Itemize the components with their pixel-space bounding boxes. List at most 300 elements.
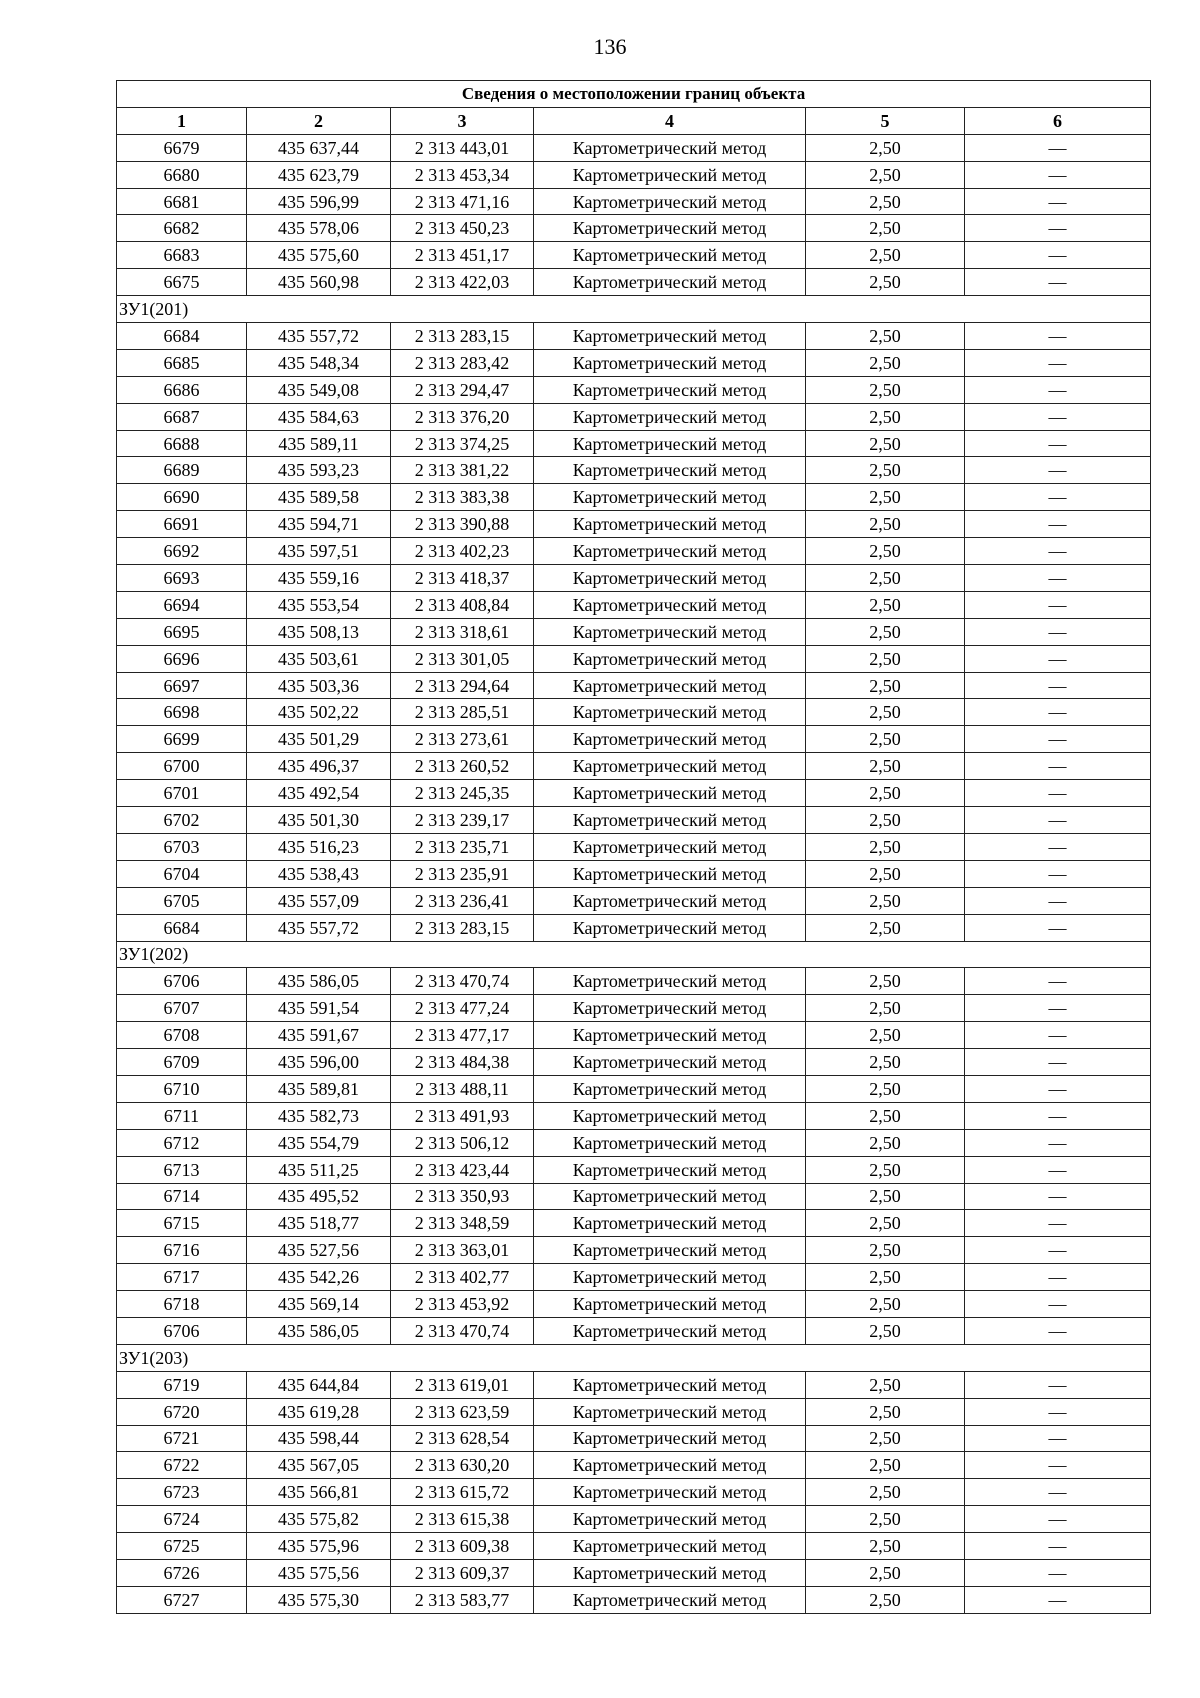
x-coordinate-cell: 435 557,72 bbox=[247, 323, 391, 350]
method-cell: Картометрический метод bbox=[534, 1425, 806, 1452]
y-coordinate-cell: 2 313 245,35 bbox=[391, 780, 534, 807]
point-number-cell: 6688 bbox=[117, 430, 247, 457]
point-number-cell: 6720 bbox=[117, 1398, 247, 1425]
x-coordinate-cell: 435 578,06 bbox=[247, 215, 391, 242]
table-row bbox=[117, 1371, 1151, 1398]
accuracy-cell: 2,50 bbox=[806, 1210, 965, 1237]
description-cell: — bbox=[965, 1506, 1151, 1533]
x-coordinate-cell: 435 554,79 bbox=[247, 1129, 391, 1156]
method-cell: Картометрический метод bbox=[534, 860, 806, 887]
method-cell: Картометрический метод bbox=[534, 1049, 806, 1076]
method-cell: Картометрический метод bbox=[534, 833, 806, 860]
method-cell: Картометрический метод bbox=[534, 1398, 806, 1425]
table-row bbox=[117, 511, 1151, 538]
method-cell: Картометрический метод bbox=[534, 1075, 806, 1102]
description-cell: — bbox=[965, 161, 1151, 188]
point-number-cell: 6689 bbox=[117, 457, 247, 484]
column-header: 5 bbox=[806, 107, 965, 134]
method-cell: Картометрический метод bbox=[534, 618, 806, 645]
column-header: 4 bbox=[534, 107, 806, 134]
accuracy-cell: 2,50 bbox=[806, 134, 965, 161]
x-coordinate-cell: 435 586,05 bbox=[247, 1317, 391, 1344]
description-cell: — bbox=[965, 1479, 1151, 1506]
x-coordinate-cell: 435 589,11 bbox=[247, 430, 391, 457]
accuracy-cell: 2,50 bbox=[806, 1049, 965, 1076]
description-cell: — bbox=[965, 376, 1151, 403]
y-coordinate-cell: 2 313 453,34 bbox=[391, 161, 534, 188]
x-coordinate-cell: 435 548,34 bbox=[247, 349, 391, 376]
point-number-cell: 6690 bbox=[117, 484, 247, 511]
table-row bbox=[117, 323, 1151, 350]
table-row bbox=[117, 1156, 1151, 1183]
table-row bbox=[117, 1317, 1151, 1344]
accuracy-cell: 2,50 bbox=[806, 161, 965, 188]
description-cell: — bbox=[965, 833, 1151, 860]
accuracy-cell: 2,50 bbox=[806, 699, 965, 726]
point-number-cell: 6687 bbox=[117, 403, 247, 430]
method-cell: Картометрический метод bbox=[534, 242, 806, 269]
description-cell: — bbox=[965, 565, 1151, 592]
description-cell: — bbox=[965, 269, 1151, 296]
description-cell: — bbox=[965, 645, 1151, 672]
accuracy-cell: 2,50 bbox=[806, 1291, 965, 1318]
y-coordinate-cell: 2 313 583,77 bbox=[391, 1586, 534, 1613]
method-cell: Картометрический метод bbox=[534, 1452, 806, 1479]
method-cell: Картометрический метод bbox=[534, 1479, 806, 1506]
y-coordinate-cell: 2 313 260,52 bbox=[391, 753, 534, 780]
table-row bbox=[117, 995, 1151, 1022]
accuracy-cell: 2,50 bbox=[806, 323, 965, 350]
point-number-cell: 6696 bbox=[117, 645, 247, 672]
description-cell: — bbox=[965, 242, 1151, 269]
table-row bbox=[117, 860, 1151, 887]
accuracy-cell: 2,50 bbox=[806, 1398, 965, 1425]
accuracy-cell: 2,50 bbox=[806, 1452, 965, 1479]
description-cell: — bbox=[965, 215, 1151, 242]
y-coordinate-cell: 2 313 470,74 bbox=[391, 968, 534, 995]
point-number-cell: 6706 bbox=[117, 968, 247, 995]
description-cell: — bbox=[965, 1586, 1151, 1613]
x-coordinate-cell: 435 619,28 bbox=[247, 1398, 391, 1425]
description-cell: — bbox=[965, 1264, 1151, 1291]
accuracy-cell: 2,50 bbox=[806, 753, 965, 780]
y-coordinate-cell: 2 313 423,44 bbox=[391, 1156, 534, 1183]
table-row bbox=[117, 188, 1151, 215]
point-number-cell: 6711 bbox=[117, 1102, 247, 1129]
x-coordinate-cell: 435 594,71 bbox=[247, 511, 391, 538]
y-coordinate-cell: 2 313 383,38 bbox=[391, 484, 534, 511]
y-coordinate-cell: 2 313 408,84 bbox=[391, 591, 534, 618]
point-number-cell: 6686 bbox=[117, 376, 247, 403]
description-cell: — bbox=[965, 1102, 1151, 1129]
accuracy-cell: 2,50 bbox=[806, 188, 965, 215]
x-coordinate-cell: 435 503,61 bbox=[247, 645, 391, 672]
y-coordinate-cell: 2 313 484,38 bbox=[391, 1049, 534, 1076]
table-row bbox=[117, 161, 1151, 188]
method-cell: Картометрический метод bbox=[534, 753, 806, 780]
accuracy-cell: 2,50 bbox=[806, 887, 965, 914]
y-coordinate-cell: 2 313 294,47 bbox=[391, 376, 534, 403]
table-row bbox=[117, 565, 1151, 592]
x-coordinate-cell: 435 567,05 bbox=[247, 1452, 391, 1479]
table-row bbox=[117, 807, 1151, 834]
description-cell: — bbox=[965, 538, 1151, 565]
x-coordinate-cell: 435 516,23 bbox=[247, 833, 391, 860]
x-coordinate-cell: 435 495,52 bbox=[247, 1183, 391, 1210]
column-header: 1 bbox=[117, 107, 247, 134]
method-cell: Картометрический метод bbox=[534, 565, 806, 592]
y-coordinate-cell: 2 313 294,64 bbox=[391, 672, 534, 699]
method-cell: Картометрический метод bbox=[534, 215, 806, 242]
accuracy-cell: 2,50 bbox=[806, 1479, 965, 1506]
point-number-cell: 6718 bbox=[117, 1291, 247, 1318]
y-coordinate-cell: 2 313 235,71 bbox=[391, 833, 534, 860]
point-number-cell: 6727 bbox=[117, 1586, 247, 1613]
x-coordinate-cell: 435 596,99 bbox=[247, 188, 391, 215]
table-row bbox=[117, 1183, 1151, 1210]
description-cell: — bbox=[965, 1129, 1151, 1156]
y-coordinate-cell: 2 313 301,05 bbox=[391, 645, 534, 672]
x-coordinate-cell: 435 511,25 bbox=[247, 1156, 391, 1183]
table-row bbox=[117, 1398, 1151, 1425]
table-row bbox=[117, 349, 1151, 376]
y-coordinate-cell: 2 313 350,93 bbox=[391, 1183, 534, 1210]
method-cell: Картометрический метод bbox=[534, 807, 806, 834]
y-coordinate-cell: 2 313 402,77 bbox=[391, 1264, 534, 1291]
method-cell: Картометрический метод bbox=[534, 1237, 806, 1264]
x-coordinate-cell: 435 549,08 bbox=[247, 376, 391, 403]
accuracy-cell: 2,50 bbox=[806, 1317, 965, 1344]
point-number-cell: 6699 bbox=[117, 726, 247, 753]
accuracy-cell: 2,50 bbox=[806, 565, 965, 592]
table-row bbox=[117, 1425, 1151, 1452]
point-number-cell: 6708 bbox=[117, 1022, 247, 1049]
method-cell: Картометрический метод bbox=[534, 323, 806, 350]
x-coordinate-cell: 435 557,72 bbox=[247, 914, 391, 941]
page-number: 136 bbox=[593, 34, 627, 59]
method-cell: Картометрический метод bbox=[534, 887, 806, 914]
description-cell: — bbox=[965, 1533, 1151, 1560]
table-row bbox=[117, 1129, 1151, 1156]
accuracy-cell: 2,50 bbox=[806, 1264, 965, 1291]
accuracy-cell: 2,50 bbox=[806, 511, 965, 538]
y-coordinate-cell: 2 313 615,38 bbox=[391, 1506, 534, 1533]
point-number-cell: 6701 bbox=[117, 780, 247, 807]
table-row bbox=[117, 242, 1151, 269]
method-cell: Картометрический метод bbox=[534, 699, 806, 726]
method-cell: Картометрический метод bbox=[534, 349, 806, 376]
table-body bbox=[117, 134, 1151, 1613]
accuracy-cell: 2,50 bbox=[806, 1559, 965, 1586]
accuracy-cell: 2,50 bbox=[806, 430, 965, 457]
section-label: ЗУ1(202) bbox=[117, 941, 1151, 968]
accuracy-cell: 2,50 bbox=[806, 833, 965, 860]
accuracy-cell: 2,50 bbox=[806, 672, 965, 699]
accuracy-cell: 2,50 bbox=[806, 1075, 965, 1102]
point-number-cell: 6706 bbox=[117, 1317, 247, 1344]
accuracy-cell: 2,50 bbox=[806, 376, 965, 403]
y-coordinate-cell: 2 313 630,20 bbox=[391, 1452, 534, 1479]
description-cell: — bbox=[965, 1559, 1151, 1586]
table-row bbox=[117, 1586, 1151, 1613]
accuracy-cell: 2,50 bbox=[806, 403, 965, 430]
y-coordinate-cell: 2 313 402,23 bbox=[391, 538, 534, 565]
point-number-cell: 6710 bbox=[117, 1075, 247, 1102]
point-number-cell: 6703 bbox=[117, 833, 247, 860]
method-cell: Картометрический метод bbox=[534, 403, 806, 430]
section-label: ЗУ1(201) bbox=[117, 296, 1151, 323]
point-number-cell: 6709 bbox=[117, 1049, 247, 1076]
description-cell: — bbox=[965, 1237, 1151, 1264]
table-row bbox=[117, 1210, 1151, 1237]
table-row bbox=[117, 591, 1151, 618]
description-cell: — bbox=[965, 1156, 1151, 1183]
x-coordinate-cell: 435 557,09 bbox=[247, 887, 391, 914]
method-cell: Картометрический метод bbox=[534, 538, 806, 565]
x-coordinate-cell: 435 501,29 bbox=[247, 726, 391, 753]
x-coordinate-cell: 435 575,30 bbox=[247, 1586, 391, 1613]
x-coordinate-cell: 435 566,81 bbox=[247, 1479, 391, 1506]
method-cell: Картометрический метод bbox=[534, 1371, 806, 1398]
accuracy-cell: 2,50 bbox=[806, 349, 965, 376]
description-cell: — bbox=[965, 807, 1151, 834]
y-coordinate-cell: 2 313 470,74 bbox=[391, 1317, 534, 1344]
y-coordinate-cell: 2 313 451,17 bbox=[391, 242, 534, 269]
method-cell: Картометрический метод bbox=[534, 591, 806, 618]
table-title: Сведения о местоположении границ объекта bbox=[117, 81, 1151, 108]
y-coordinate-cell: 2 313 471,16 bbox=[391, 188, 534, 215]
table-row bbox=[117, 833, 1151, 860]
table-row bbox=[117, 1102, 1151, 1129]
description-cell: — bbox=[965, 699, 1151, 726]
y-coordinate-cell: 2 313 283,42 bbox=[391, 349, 534, 376]
accuracy-cell: 2,50 bbox=[806, 780, 965, 807]
point-number-cell: 6694 bbox=[117, 591, 247, 618]
accuracy-cell: 2,50 bbox=[806, 215, 965, 242]
table-row bbox=[117, 484, 1151, 511]
point-number-cell: 6683 bbox=[117, 242, 247, 269]
point-number-cell: 6712 bbox=[117, 1129, 247, 1156]
x-coordinate-cell: 435 538,43 bbox=[247, 860, 391, 887]
description-cell: — bbox=[965, 672, 1151, 699]
method-cell: Картометрический метод bbox=[534, 1022, 806, 1049]
description-cell: — bbox=[965, 457, 1151, 484]
method-cell: Картометрический метод bbox=[534, 1210, 806, 1237]
description-cell: — bbox=[965, 511, 1151, 538]
column-header: 6 bbox=[965, 107, 1151, 134]
x-coordinate-cell: 435 492,54 bbox=[247, 780, 391, 807]
point-number-cell: 6684 bbox=[117, 323, 247, 350]
y-coordinate-cell: 2 313 236,41 bbox=[391, 887, 534, 914]
method-cell: Картометрический метод bbox=[534, 1102, 806, 1129]
accuracy-cell: 2,50 bbox=[806, 1183, 965, 1210]
table-row bbox=[117, 215, 1151, 242]
point-number-cell: 6717 bbox=[117, 1264, 247, 1291]
point-number-cell: 6705 bbox=[117, 887, 247, 914]
y-coordinate-cell: 2 313 283,15 bbox=[391, 914, 534, 941]
section-row bbox=[117, 1344, 1151, 1371]
section-row bbox=[117, 941, 1151, 968]
accuracy-cell: 2,50 bbox=[806, 1156, 965, 1183]
table-row bbox=[117, 1264, 1151, 1291]
y-coordinate-cell: 2 313 628,54 bbox=[391, 1425, 534, 1452]
method-cell: Картометрический метод bbox=[534, 995, 806, 1022]
table-row bbox=[117, 269, 1151, 296]
method-cell: Картометрический метод bbox=[534, 511, 806, 538]
y-coordinate-cell: 2 313 363,01 bbox=[391, 1237, 534, 1264]
x-coordinate-cell: 435 591,54 bbox=[247, 995, 391, 1022]
y-coordinate-cell: 2 313 348,59 bbox=[391, 1210, 534, 1237]
description-cell: — bbox=[965, 618, 1151, 645]
x-coordinate-cell: 435 575,56 bbox=[247, 1559, 391, 1586]
table-row bbox=[117, 1452, 1151, 1479]
accuracy-cell: 2,50 bbox=[806, 591, 965, 618]
accuracy-cell: 2,50 bbox=[806, 242, 965, 269]
x-coordinate-cell: 435 593,23 bbox=[247, 457, 391, 484]
method-cell: Картометрический метод bbox=[534, 1317, 806, 1344]
description-cell: — bbox=[965, 726, 1151, 753]
y-coordinate-cell: 2 313 235,91 bbox=[391, 860, 534, 887]
table-row bbox=[117, 1291, 1151, 1318]
x-coordinate-cell: 435 582,73 bbox=[247, 1102, 391, 1129]
table-row bbox=[117, 1506, 1151, 1533]
table-row bbox=[117, 726, 1151, 753]
y-coordinate-cell: 2 313 491,93 bbox=[391, 1102, 534, 1129]
table-row bbox=[117, 753, 1151, 780]
boundary-coordinates-table bbox=[116, 80, 1151, 1614]
y-coordinate-cell: 2 313 453,92 bbox=[391, 1291, 534, 1318]
table-row bbox=[117, 968, 1151, 995]
x-coordinate-cell: 435 503,36 bbox=[247, 672, 391, 699]
accuracy-cell: 2,50 bbox=[806, 269, 965, 296]
accuracy-cell: 2,50 bbox=[806, 1237, 965, 1264]
point-number-cell: 6675 bbox=[117, 269, 247, 296]
point-number-cell: 6719 bbox=[117, 1371, 247, 1398]
y-coordinate-cell: 2 313 609,38 bbox=[391, 1533, 534, 1560]
table-row bbox=[117, 1479, 1151, 1506]
accuracy-cell: 2,50 bbox=[806, 457, 965, 484]
point-number-cell: 6691 bbox=[117, 511, 247, 538]
x-coordinate-cell: 435 623,79 bbox=[247, 161, 391, 188]
x-coordinate-cell: 435 575,60 bbox=[247, 242, 391, 269]
description-cell: — bbox=[965, 1291, 1151, 1318]
x-coordinate-cell: 435 575,96 bbox=[247, 1533, 391, 1560]
point-number-cell: 6684 bbox=[117, 914, 247, 941]
x-coordinate-cell: 435 598,44 bbox=[247, 1425, 391, 1452]
method-cell: Картометрический метод bbox=[534, 1156, 806, 1183]
point-number-cell: 6723 bbox=[117, 1479, 247, 1506]
description-cell: — bbox=[965, 323, 1151, 350]
point-number-cell: 6726 bbox=[117, 1559, 247, 1586]
description-cell: — bbox=[965, 1398, 1151, 1425]
method-cell: Картометрический метод bbox=[534, 1533, 806, 1560]
description-cell: — bbox=[965, 887, 1151, 914]
description-cell: — bbox=[965, 1425, 1151, 1452]
accuracy-cell: 2,50 bbox=[806, 968, 965, 995]
description-cell: — bbox=[965, 1022, 1151, 1049]
method-cell: Картометрический метод bbox=[534, 968, 806, 995]
point-number-cell: 6724 bbox=[117, 1506, 247, 1533]
table-row bbox=[117, 430, 1151, 457]
y-coordinate-cell: 2 313 615,72 bbox=[391, 1479, 534, 1506]
table-row bbox=[117, 134, 1151, 161]
accuracy-cell: 2,50 bbox=[806, 1022, 965, 1049]
point-number-cell: 6698 bbox=[117, 699, 247, 726]
x-coordinate-cell: 435 527,56 bbox=[247, 1237, 391, 1264]
y-coordinate-cell: 2 313 376,20 bbox=[391, 403, 534, 430]
x-coordinate-cell: 435 569,14 bbox=[247, 1291, 391, 1318]
description-cell: — bbox=[965, 1049, 1151, 1076]
method-cell: Картометрический метод bbox=[534, 1506, 806, 1533]
point-number-cell: 6713 bbox=[117, 1156, 247, 1183]
x-coordinate-cell: 435 559,16 bbox=[247, 565, 391, 592]
x-coordinate-cell: 435 575,82 bbox=[247, 1506, 391, 1533]
accuracy-cell: 2,50 bbox=[806, 807, 965, 834]
table-row bbox=[117, 457, 1151, 484]
point-number-cell: 6721 bbox=[117, 1425, 247, 1452]
x-coordinate-cell: 435 518,77 bbox=[247, 1210, 391, 1237]
x-coordinate-cell: 435 502,22 bbox=[247, 699, 391, 726]
method-cell: Картометрический метод bbox=[534, 672, 806, 699]
point-number-cell: 6692 bbox=[117, 538, 247, 565]
x-coordinate-cell: 435 591,67 bbox=[247, 1022, 391, 1049]
description-cell: — bbox=[965, 188, 1151, 215]
method-cell: Картометрический метод bbox=[534, 430, 806, 457]
y-coordinate-cell: 2 313 506,12 bbox=[391, 1129, 534, 1156]
x-coordinate-cell: 435 589,81 bbox=[247, 1075, 391, 1102]
point-number-cell: 6707 bbox=[117, 995, 247, 1022]
table-row bbox=[117, 403, 1151, 430]
method-cell: Картометрический метод bbox=[534, 269, 806, 296]
x-coordinate-cell: 435 584,63 bbox=[247, 403, 391, 430]
point-number-cell: 6679 bbox=[117, 134, 247, 161]
table-row bbox=[117, 1075, 1151, 1102]
accuracy-cell: 2,50 bbox=[806, 1533, 965, 1560]
accuracy-cell: 2,50 bbox=[806, 1506, 965, 1533]
table-row bbox=[117, 1533, 1151, 1560]
y-coordinate-cell: 2 313 623,59 bbox=[391, 1398, 534, 1425]
accuracy-cell: 2,50 bbox=[806, 860, 965, 887]
description-cell: — bbox=[965, 430, 1151, 457]
description-cell: — bbox=[965, 484, 1151, 511]
table-row bbox=[117, 1237, 1151, 1264]
method-cell: Картометрический метод bbox=[534, 457, 806, 484]
description-cell: — bbox=[965, 1075, 1151, 1102]
accuracy-cell: 2,50 bbox=[806, 1129, 965, 1156]
description-cell: — bbox=[965, 349, 1151, 376]
table-row bbox=[117, 672, 1151, 699]
table-row bbox=[117, 1559, 1151, 1586]
accuracy-cell: 2,50 bbox=[806, 484, 965, 511]
method-cell: Картометрический метод bbox=[534, 1264, 806, 1291]
description-cell: — bbox=[965, 860, 1151, 887]
method-cell: Картометрический метод bbox=[534, 1291, 806, 1318]
section-row bbox=[117, 296, 1151, 323]
x-coordinate-cell: 435 553,54 bbox=[247, 591, 391, 618]
table-row bbox=[117, 618, 1151, 645]
x-coordinate-cell: 435 644,84 bbox=[247, 1371, 391, 1398]
description-cell: — bbox=[965, 1210, 1151, 1237]
description-cell: — bbox=[965, 1317, 1151, 1344]
table-row bbox=[117, 780, 1151, 807]
point-number-cell: 6700 bbox=[117, 753, 247, 780]
accuracy-cell: 2,50 bbox=[806, 1102, 965, 1129]
accuracy-cell: 2,50 bbox=[806, 1371, 965, 1398]
point-number-cell: 6722 bbox=[117, 1452, 247, 1479]
x-coordinate-cell: 435 597,51 bbox=[247, 538, 391, 565]
method-cell: Картометрический метод bbox=[534, 484, 806, 511]
y-coordinate-cell: 2 313 239,17 bbox=[391, 807, 534, 834]
